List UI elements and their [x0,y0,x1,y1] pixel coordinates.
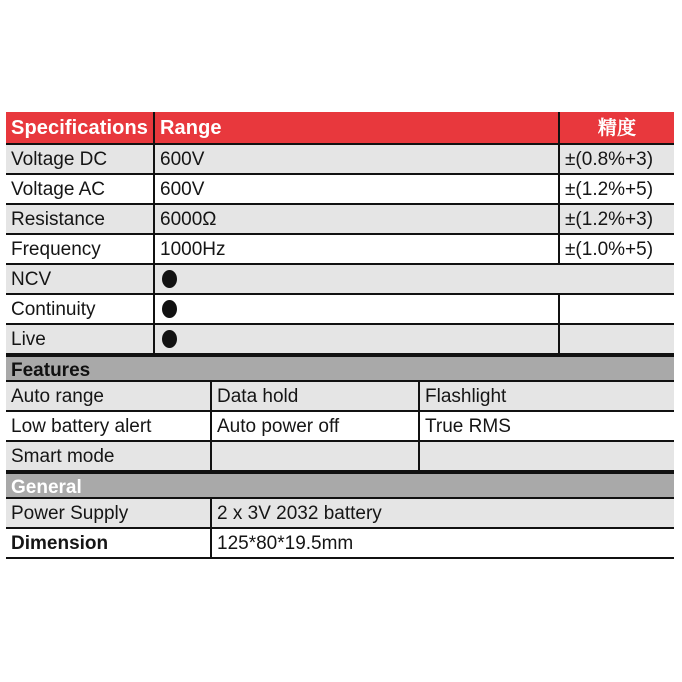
general-label: Power Supply [6,499,212,529]
spec-name: Resistance [6,205,155,235]
spec-header-row [6,112,674,145]
table-row [6,499,674,529]
table-row [6,145,674,175]
feature-cell: Low battery alert [6,412,212,442]
feature-cell [420,442,674,472]
spec-header-accuracy: 精度 [560,112,674,145]
general-label: Dimension [6,529,212,559]
spec-header-specifications: Specifications [6,112,155,145]
spec-accuracy [560,325,674,355]
spec-range: 6000Ω [155,205,560,235]
features-section-header-row [6,355,674,382]
section-title-general: General [6,472,674,499]
table-row [6,175,674,205]
table-row [6,442,674,472]
spec-range: 600V [155,145,560,175]
spec-name: Continuity [6,295,155,325]
general-table [6,472,674,559]
filled-dot-icon [162,270,177,288]
table-row [6,235,674,265]
table-row [6,205,674,235]
feature-cell: Flashlight [420,382,674,412]
feature-cell [212,442,420,472]
spec-name: NCV [6,265,155,295]
general-value: 2 x 3V 2032 battery [212,499,674,529]
spec-range-cell [155,325,560,355]
spec-header-range: Range [155,112,560,145]
spec-range-cell [155,295,560,325]
spec-range-cell [155,265,674,295]
table-row [6,412,674,442]
feature-cell: Data hold [212,382,420,412]
specifications-table [6,112,674,355]
general-value: 125*80*19.5mm [212,529,674,559]
features-table [6,355,674,472]
spec-range: 1000Hz [155,235,560,265]
table-row [6,265,674,295]
spec-name: Voltage DC [6,145,155,175]
spec-name: Live [6,325,155,355]
feature-cell: True RMS [420,412,674,442]
feature-cell: Smart mode [6,442,212,472]
spec-range: 600V [155,175,560,205]
spec-accuracy: ±(1.2%+3) [560,205,674,235]
table-row [6,295,674,325]
table-row [6,382,674,412]
table-row [6,529,674,559]
spec-accuracy: ±(1.2%+5) [560,175,674,205]
spec-name: Voltage AC [6,175,155,205]
table-row [6,325,674,355]
filled-dot-icon [162,300,177,318]
general-section-header-row [6,472,674,499]
spec-accuracy: ±(1.0%+5) [560,235,674,265]
filled-dot-icon [162,330,177,348]
spec-accuracy [560,295,674,325]
spec-sheet-container [6,112,674,559]
section-title-features: Features [6,355,674,382]
feature-cell: Auto range [6,382,212,412]
spec-accuracy: ±(0.8%+3) [560,145,674,175]
spec-name: Frequency [6,235,155,265]
feature-cell: Auto power off [212,412,420,442]
